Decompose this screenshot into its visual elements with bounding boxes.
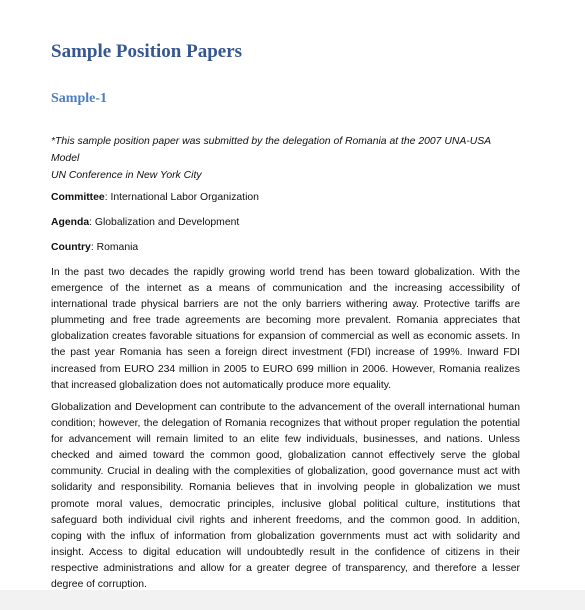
- country-label: Country: [51, 242, 91, 253]
- paragraph-2: [51, 400, 520, 593]
- paragraph-line: responsibility. Romania believes that in involving people in globalization we must promote moral values,: [51, 482, 520, 510]
- paragraph-line: favorable situations for expansion of commercial as well as economic assets. In the past year Romania: [51, 331, 521, 359]
- submission-note: [51, 133, 521, 184]
- paragraph-line: does not automatically produce more equality.: [179, 379, 392, 391]
- note-line: UN Conference in New York City: [51, 170, 202, 181]
- paragraph-line: Globalization and Development can contribute to the advancement of the overall international human: [51, 402, 520, 413]
- paragraph-line: trade physical barriers are not the only barriers withering away. Protective tariffs are plummeting and: [51, 299, 520, 327]
- paragraph-line: condition; however, the delegation of Romania recognizes that without proper regulation the potential: [51, 418, 520, 430]
- country-field: [51, 241, 138, 255]
- agenda-field: [51, 216, 239, 230]
- paragraph-line: and aimed toward the common good, globalization cannot effectively serve the global community.: [51, 450, 520, 478]
- paragraph-line: from globalization governments must act with solidarity and insight. Access to digital education will: [51, 530, 521, 558]
- paragraph-line: rights and inherent freedoms, and the common good. In addition, coping with the influx of information: [51, 514, 520, 542]
- section-heading: Sample-1: [51, 91, 107, 106]
- page-bottom-band: [0, 590, 585, 610]
- paragraph-line: undoubtedly result in the confidence of citizens in their respective administrations and allow for a: [51, 546, 520, 574]
- document-title: Sample Position Papers: [51, 41, 243, 62]
- note-line: *This sample position paper was submitted by the delegation of Romania at the 2007 UNA-USA Model: [51, 136, 491, 164]
- agenda-label: Agenda: [51, 217, 90, 228]
- paragraph-line: million in 2005 to EURO 699 million in 2006. However, Romania realizes that increased globalization: [51, 363, 520, 391]
- paragraph-line: for advancement will remain limited to an elite few individuals, businesses, and nations. Unless checked: [51, 434, 520, 462]
- paragraph-line: emergence of the internet as a means of communication and the increasing accessibility of international: [51, 283, 520, 311]
- paragraph-line: In the past two decades the rapidly growing world trend has been toward globalization. With the: [51, 267, 520, 278]
- paragraph-line: free trade agreements are becoming more prevalent. Romania appreciates that globalization creates: [51, 315, 521, 343]
- committee-value: : International Labor Organization: [104, 192, 259, 203]
- country-value: : Romania: [90, 242, 139, 253]
- paragraph-line: greater degree of transparency, and therefore a lesser degree of corruption.: [51, 562, 520, 591]
- committee-field: [51, 191, 259, 205]
- committee-label: Committee: [51, 192, 105, 203]
- paragraph-1: [51, 265, 520, 394]
- paragraph-line: Crucial in dealing with the complexities of globalization, good governance must act with solidarity and: [51, 466, 521, 494]
- paragraph-line: democratic principles, inclusive global political culture, institutions that safeguard both individual civil: [51, 498, 520, 526]
- paragraph-line: has seen a foreign direct investment (FDI) increase of 199%. Inward FDI increased from EURO 234: [51, 347, 520, 375]
- agenda-value: : Globalization and Development: [89, 217, 240, 228]
